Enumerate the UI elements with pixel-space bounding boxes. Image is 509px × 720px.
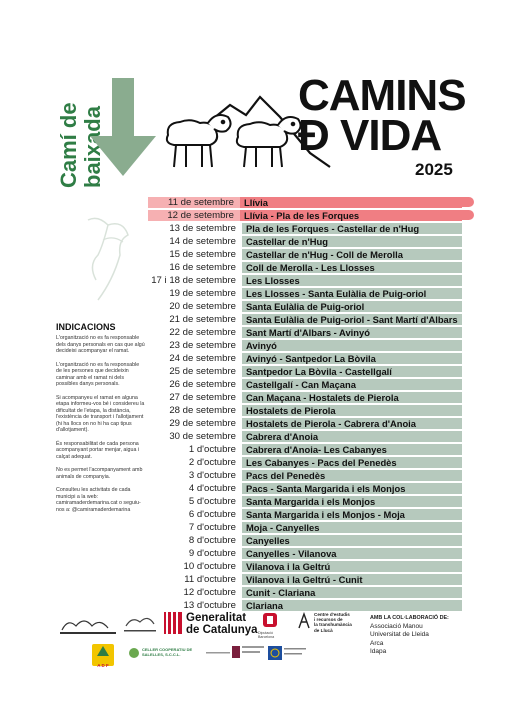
schedule-row: [150, 430, 462, 442]
schedule-date: 28 de setembre: [169, 404, 236, 416]
indicacions-title: INDICACIONS: [56, 322, 116, 332]
schedule-row: [150, 534, 462, 546]
diputacio-label: Diputació Barcelona: [258, 631, 275, 639]
schedule-row: [150, 326, 462, 338]
schedule-date: 25 de setembre: [169, 365, 236, 377]
schedule-row: [150, 287, 462, 299]
schedule-date: 8 d'octubre: [188, 535, 236, 547]
schedule-date: 24 de setembre: [169, 352, 236, 364]
centre-line1: Centre d'estudis: [314, 612, 350, 617]
schedule-route: Canyelles: [242, 535, 462, 546]
schedule-date: 11 d'octubre: [184, 574, 236, 586]
indicacions-paragraph: Si acompanyeu el ramat en alguna etapa informeu-vos bé i considereu la dificultat de l'etapa, la distància, l'existència de transport i l'allotjament (hi ha llocs on no hi ha cap tipus d'allotjament).: [56, 394, 145, 433]
schedule-row: [150, 300, 462, 312]
schedule-date: 1 d'octubre: [188, 443, 236, 455]
vertical-title-line1: Camí de: [56, 102, 81, 188]
celler-logo-icon: [128, 646, 140, 660]
indicacions-paragraph: L'organització no es fa responsable de les persones que decideixin caminar amb el ramat ni dels possibles danys personals.: [56, 361, 140, 387]
schedule-route: Santa Margarida i els Monjos - Moja: [242, 509, 462, 520]
schedule-route: Vilanova i la Geltrú - Cunit: [242, 574, 462, 585]
generalitat-flag-icon: [164, 612, 182, 634]
generalitat-line1: Generalitat: [186, 612, 247, 624]
goat-sketch-icon: [68, 210, 148, 310]
collab-item: Universitat de Lleida: [370, 631, 429, 639]
schedule-row: [150, 599, 462, 611]
celler-label: CELLER COOPERATIU DE SALELLES, S.C.C.L.: [142, 647, 193, 657]
brand-title-line2: Ð VIDA: [298, 111, 442, 160]
schedule-route: Can Maçana - Hostalets de Pierola: [242, 392, 462, 403]
schedule-route: Llívia - Pla de les Forques: [240, 210, 462, 221]
schedule-date: 14 de setembre: [169, 235, 236, 247]
brand-year: 2025: [415, 160, 453, 179]
schedule-row: [150, 222, 462, 234]
schedule-route: Canyelles - Vilanova: [242, 548, 462, 559]
schedule-route: Clariana: [242, 600, 462, 611]
schedule-route: Cabrera d'Anoia: [242, 431, 462, 442]
schedule-route: Castellgalí - Can Maçana: [242, 379, 462, 390]
schedule-row: [150, 378, 462, 390]
collaboration-block: [370, 614, 449, 657]
schedule-row: [150, 313, 462, 325]
schedule-route: Les Cabanyes - Pacs del Penedès: [242, 457, 462, 468]
schedule-row: [150, 547, 462, 559]
schedule-row: [150, 365, 462, 377]
schedule-date: 12 de setembre: [148, 210, 240, 221]
adf-label: A D F: [97, 663, 109, 668]
schedule-row: [148, 209, 462, 221]
arrow-down-icon: [90, 78, 168, 178]
schedule-route: Moja - Canyelles: [242, 522, 462, 533]
adf-logo: [92, 644, 114, 666]
schedule-date: 3 d'octubre: [188, 469, 236, 481]
schedule-row: [148, 196, 462, 208]
schedule-date: 19 de setembre: [169, 287, 236, 299]
centre-line2: i recursos de: [314, 617, 343, 623]
brand-title: [298, 71, 466, 160]
schedule-row: [150, 456, 462, 468]
schedule-route: Sant Martí d'Albars - Avinyó: [242, 327, 462, 338]
centre-estudis-text: [314, 612, 352, 633]
schedule-route: Santpedor La Bòvila - Castellgalí: [242, 366, 462, 377]
schedule-date: 17 i 18 de setembre: [151, 274, 236, 286]
schedule-row: [150, 521, 462, 533]
schedule-date: 20 de setembre: [169, 300, 236, 312]
centre-estudis-logo-icon: [297, 612, 311, 630]
indicacions-paragraph: Consulteu les activitats de cada municipi a la web: camiramaderdemarina.cat o seguiu-nos a: @camiramaderdemarina: [56, 487, 141, 513]
schedule-route: Les Llosses - Santa Eulàlia de Puig-oriol: [242, 288, 462, 299]
transhumance-logo-icon: [122, 612, 158, 638]
schedule-row: [150, 586, 462, 598]
transhumance-network-logo-icon: [206, 644, 266, 664]
schedule-route: Cabrera d'Anoia- Les Cabanyes: [242, 444, 462, 455]
schedule-route: Avinyó: [242, 340, 462, 351]
indicacions-paragraph: És responsabilitat de cada persona acompanyant portar menjar, aigua i calçat adequat.: [56, 440, 140, 460]
collab-heading: AMB LA COL·LABORACIÓ DE:: [370, 615, 449, 621]
schedule-route: Santa Margarida i els Monjos: [242, 496, 462, 507]
schedule-row: [150, 352, 462, 364]
adf-tree-icon: [92, 644, 114, 658]
schedule-date: 4 d'octubre: [188, 482, 236, 494]
vertical-title-line2: baixada: [80, 106, 105, 188]
diputacio-logo-icon: [262, 612, 278, 628]
schedule-row: [150, 248, 462, 260]
indicacions-panel: [56, 322, 146, 520]
collab-item: Arca: [370, 639, 384, 647]
schedule-date: 27 de setembre: [169, 391, 236, 403]
brand-title-line1: CAMINS: [298, 71, 466, 120]
schedule-route: Avinyó - Santpedor La Bòvila: [242, 353, 462, 364]
schedule-row: [150, 469, 462, 481]
collab-item: Idapa: [370, 648, 387, 656]
schedule-row: [150, 560, 462, 572]
collab-item: Associació Manou: [370, 622, 423, 630]
sheep-icon: [167, 115, 231, 167]
schedule-date: 26 de setembre: [169, 378, 236, 390]
schedule-route: Pla de les Forques - Castellar de n'Hug: [242, 223, 462, 234]
generalitat-line2: de Catalunya: [186, 624, 258, 636]
schedule-date: 30 de setembre: [169, 430, 236, 442]
schedule-route: Coll de Merolla - Les Llosses: [242, 262, 462, 273]
schedule-row: [150, 404, 462, 416]
schedule-row: [150, 508, 462, 520]
schedule-date: 29 de setembre: [169, 417, 236, 429]
schedule-date: 5 d'octubre: [188, 495, 236, 507]
schedule-date: 13 d'octubre: [183, 600, 236, 612]
schedule-row: [150, 495, 462, 507]
indicacions-paragraph: No es permet l'acompanyament amb animals de companyia.: [56, 467, 143, 480]
schedule-date: 13 de setembre: [169, 222, 236, 234]
schedule-row: [150, 261, 462, 273]
indicacions-paragraph: L'organització no es fa responsable dels danys personals en cas que algú decideixi acompanyar el ramat.: [56, 335, 145, 354]
centre-line4: de Llucà: [314, 627, 333, 633]
centre-line3: la transhumància: [314, 622, 352, 628]
schedule-row: [150, 339, 462, 351]
schedule-route: Santa Eulàlia de Puig-oriol - Sant Martí d'Albars: [242, 314, 462, 325]
schedule-date: 11 de setembre: [148, 197, 240, 208]
schedule-route: Castellar de n'Hug: [242, 236, 462, 247]
schedule-route: Castellar de n'Hug - Coll de Merolla: [242, 249, 462, 260]
schedule-date: 6 d'octubre: [188, 508, 236, 520]
sheep-icon: [237, 117, 301, 167]
schedule-route: Cunit - Clariana: [242, 587, 462, 598]
schedule-route: Santa Eulàlia de Puig-oriol: [242, 301, 462, 312]
schedule-route: Hostalets de Pierola: [242, 405, 462, 416]
schedule-date: 15 de setembre: [169, 248, 236, 260]
schedule-date: 2 d'octubre: [188, 456, 236, 468]
schedule-route: Vilanova i la Geltrú: [242, 561, 462, 572]
schedule-date: 23 de setembre: [169, 339, 236, 351]
generalitat-text: [186, 612, 258, 636]
schedule-date: 9 d'octubre: [188, 548, 236, 560]
schedule-row: [150, 235, 462, 247]
schedule-route: Les Llosses: [242, 275, 462, 286]
schedule-row: [150, 417, 462, 429]
schedule-route: Hostalets de Pierola - Cabrera d'Anoia: [242, 418, 462, 429]
schedule-row: [150, 573, 462, 585]
schedule-date: 22 de setembre: [169, 326, 236, 338]
schedule-date: 21 de setembre: [169, 313, 236, 325]
schedule-row: [150, 482, 462, 494]
schedule-route: Llívia: [240, 197, 462, 208]
schedule-row: [150, 391, 462, 403]
schedule-date: 16 de setembre: [169, 261, 236, 273]
cami-ramader-logo-icon: [58, 612, 120, 638]
schedule-route: Pacs - Santa Margarida i els Monjos: [242, 483, 462, 494]
council-europe-logo-icon: [268, 644, 308, 664]
schedule-route: Pacs del Penedès: [242, 470, 462, 481]
schedule-row: [150, 274, 462, 286]
schedule-table: [150, 196, 462, 613]
schedule-date: 10 d'octubre: [183, 561, 236, 573]
schedule-row: [150, 443, 462, 455]
schedule-date: 7 d'octubre: [188, 522, 236, 533]
schedule-date: 12 d'octubre: [183, 587, 236, 599]
